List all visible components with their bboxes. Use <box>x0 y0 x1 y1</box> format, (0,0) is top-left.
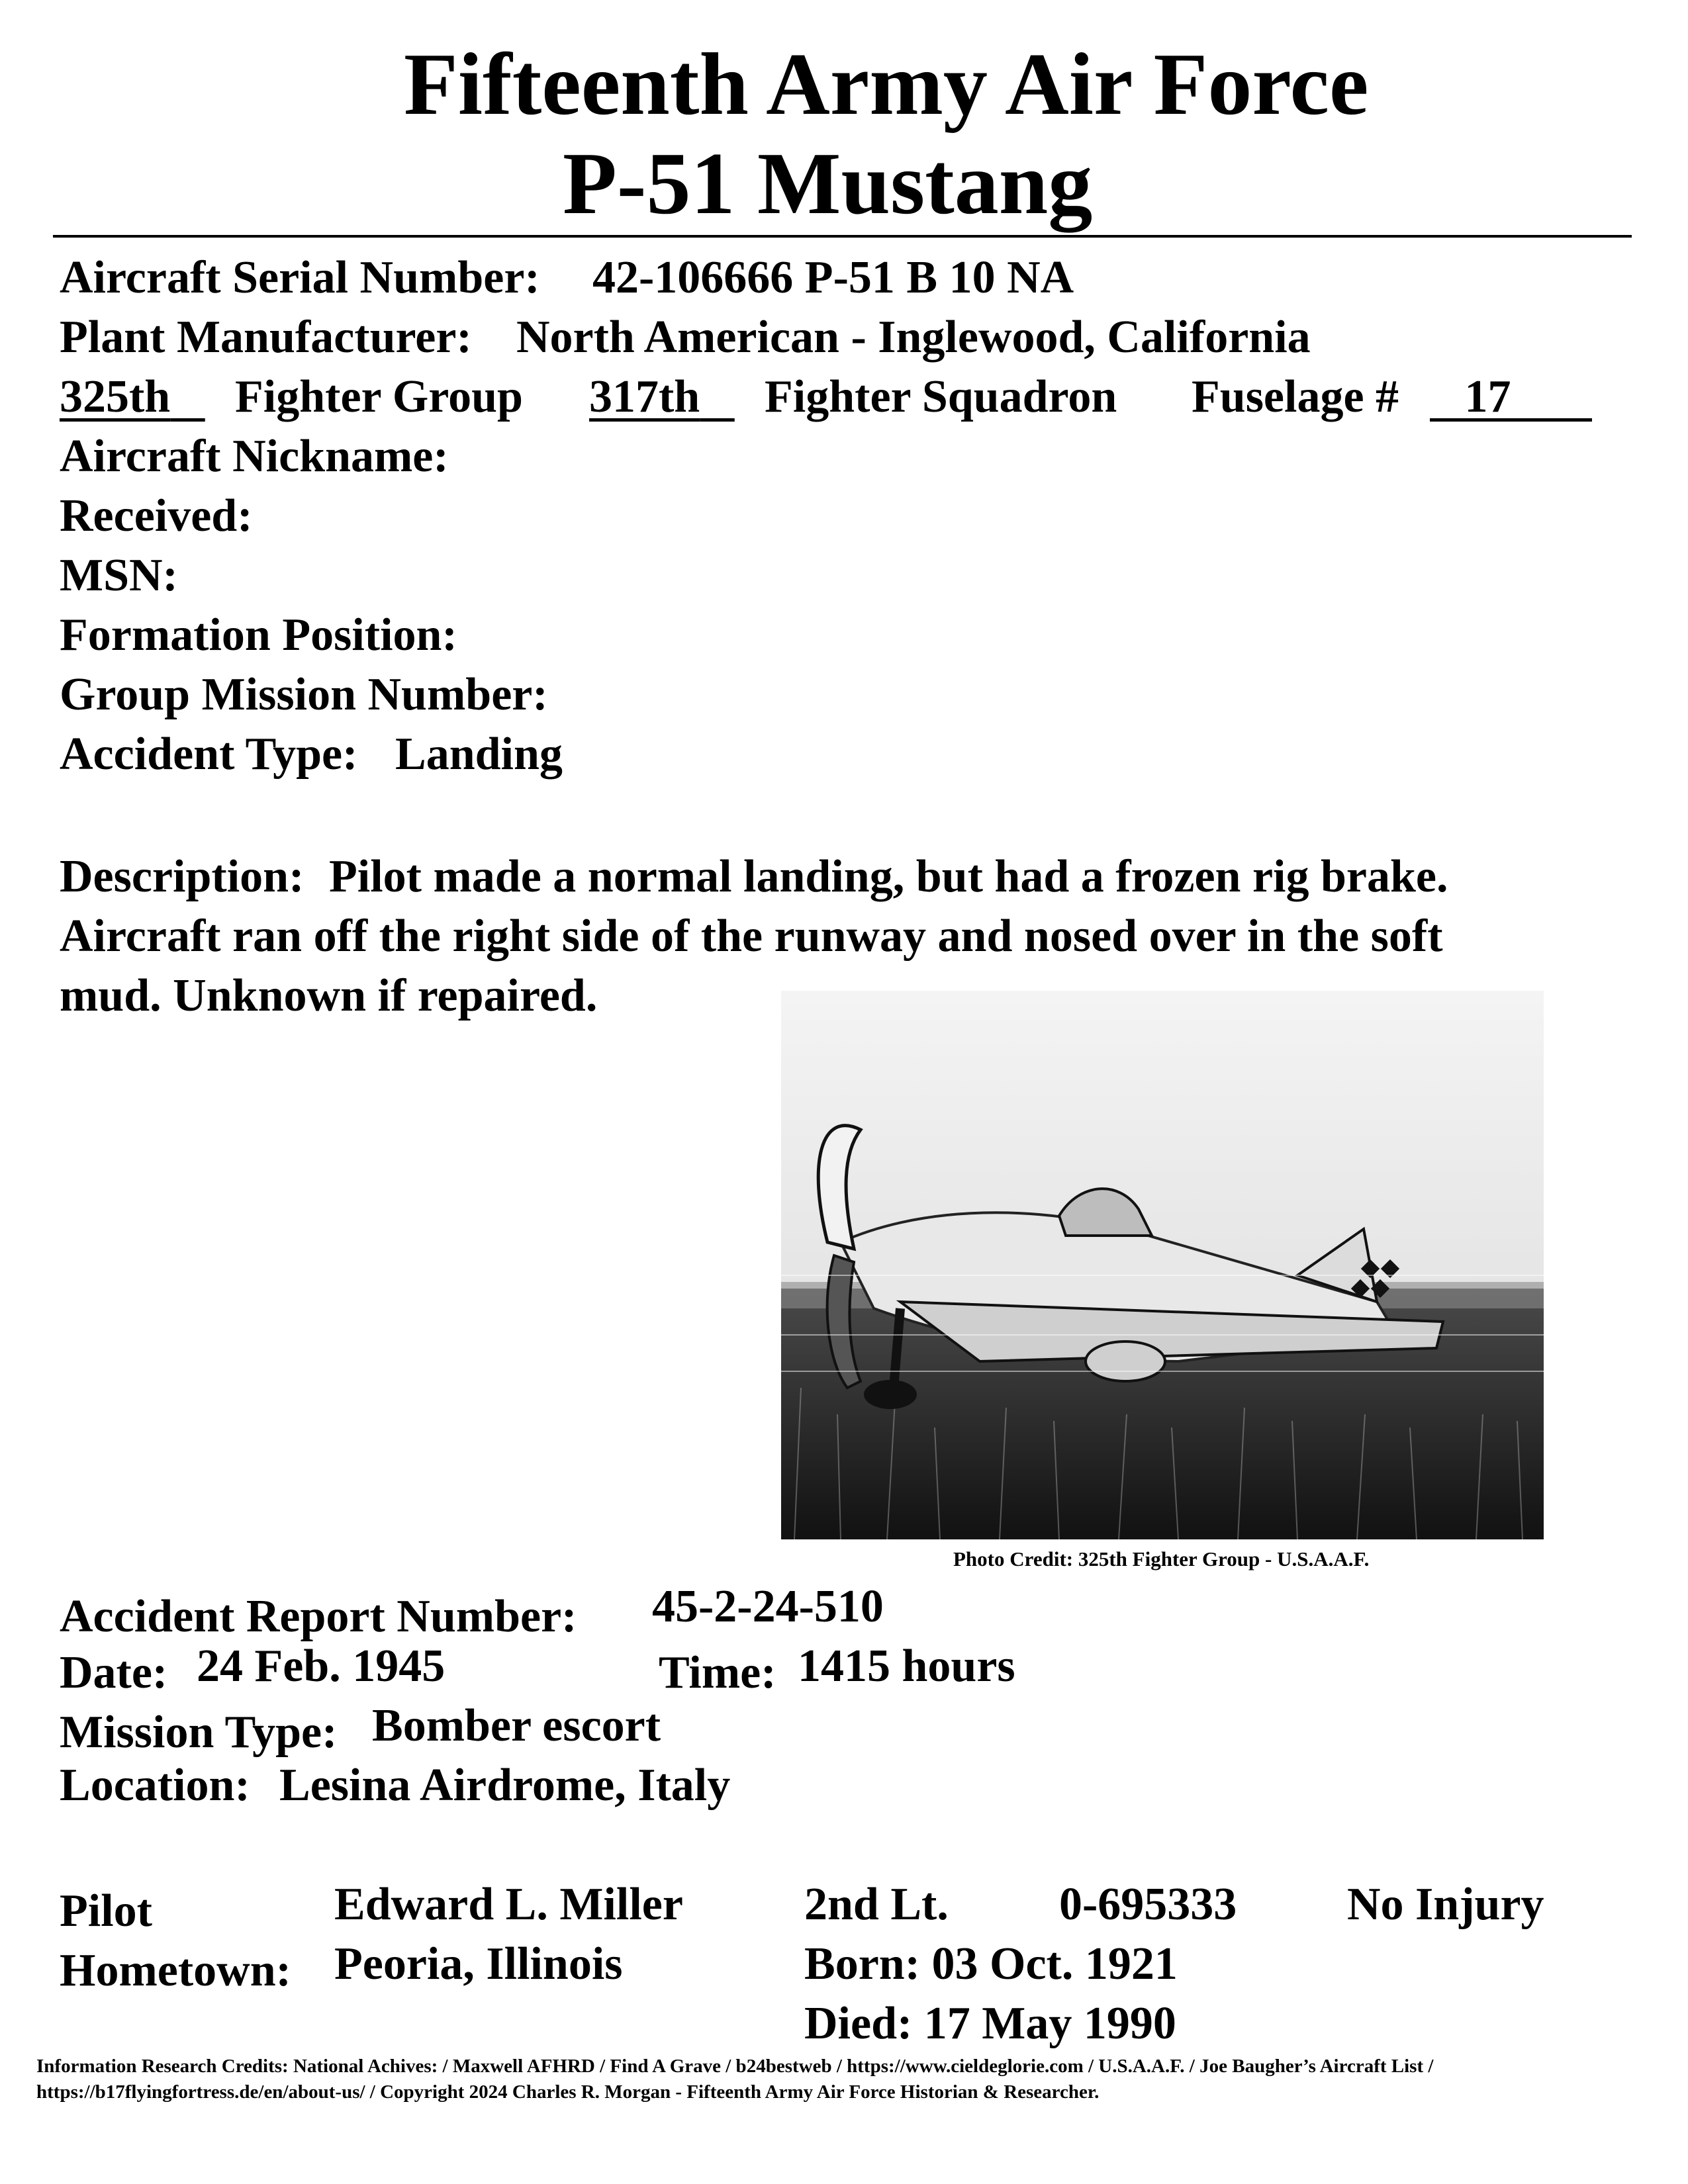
description-line-3: mud. Unknown if repaired. <box>60 970 598 1021</box>
manufacturer-label: Plant Manufacturer: <box>60 312 472 363</box>
location-label: Location: <box>60 1760 250 1811</box>
squadron-label: Fighter Squadron <box>765 371 1117 422</box>
aircraft-photo <box>781 991 1544 1539</box>
fuselage-value: 17 <box>1464 371 1511 422</box>
time-value: 1415 hours <box>798 1641 1015 1692</box>
credits-line-1: Information Research Credits: National Achives: / Maxwell AFHRD / Find A Grave / b24bestweb / https://www.cieldeglorie.com / U.S.A.A.F. / Joe Baugher’s Aircraft List / <box>36 2056 1434 2077</box>
pilot-rank: 2nd Lt. <box>804 1879 949 1930</box>
formation-label: Formation Position: <box>60 610 457 660</box>
header-divider <box>53 235 1632 238</box>
description-line-1: Pilot made a normal landing, but had a frozen rig brake. <box>329 851 1448 902</box>
mission-type-value: Bomber escort <box>372 1700 661 1751</box>
date-label: Date: <box>60 1647 168 1698</box>
pilot-label: Pilot <box>60 1886 152 1936</box>
location-value: Lesina Airdrome, Italy <box>279 1760 731 1811</box>
group-mission-label: Group Mission Number: <box>60 669 548 720</box>
pilot-name: Edward L. Miller <box>334 1879 683 1930</box>
page-title: Fifteenth Army Air Force <box>404 35 1369 133</box>
hometown-label: Hometown: <box>60 1945 291 1996</box>
manufacturer-value: North American - Inglewood, California <box>516 312 1311 363</box>
hometown-value: Peoria, Illinois <box>334 1938 623 1989</box>
received-label: Received: <box>60 490 253 541</box>
report-number-label: Accident Report Number: <box>60 1591 577 1642</box>
serial-label: Aircraft Serial Number: <box>60 252 540 303</box>
squadron-value: 317th <box>589 371 700 422</box>
pilot-born: Born: 03 Oct. 1921 <box>804 1938 1178 1989</box>
group-label: Fighter Group <box>235 371 523 422</box>
pilot-serial: 0-695333 <box>1059 1879 1237 1930</box>
date-value: 24 Feb. 1945 <box>197 1641 445 1692</box>
mission-type-label: Mission Type: <box>60 1707 338 1758</box>
credits-line-2: https://b17flyingfortress.de/en/about-us/ / Copyright 2024 Charles R. Morgan - Fifteenth Army Air Force Historian & Researcher. <box>36 2081 1100 2103</box>
nickname-label: Aircraft Nickname: <box>60 431 449 482</box>
accident-type-label: Accident Type: <box>60 729 358 780</box>
serial-value: 42-106666 P-51 B 10 NA <box>592 252 1074 303</box>
time-label: Time: <box>659 1647 776 1698</box>
nosed-over-mustang-image <box>781 991 1544 1539</box>
report-number-value: 45-2-24-510 <box>652 1581 884 1632</box>
description-label: Description: <box>60 851 305 902</box>
aircraft-type-title: P-51 Mustang <box>563 134 1093 232</box>
pilot-died: Died: 17 May 1990 <box>804 1998 1176 2049</box>
pilot-status: No Injury <box>1347 1879 1544 1930</box>
photo-caption: Photo Credit: 325th Fighter Group - U.S.A.A.F. <box>953 1547 1370 1570</box>
fuselage-label: Fuselage # <box>1192 371 1399 422</box>
description-line-2: Aircraft ran off the right side of the runway and nosed over in the soft <box>60 911 1443 962</box>
msn-label: MSN: <box>60 550 178 601</box>
accident-type-value: Landing <box>395 729 563 780</box>
research-credits <box>36 2054 1652 2105</box>
group-value: 325th <box>60 371 171 422</box>
